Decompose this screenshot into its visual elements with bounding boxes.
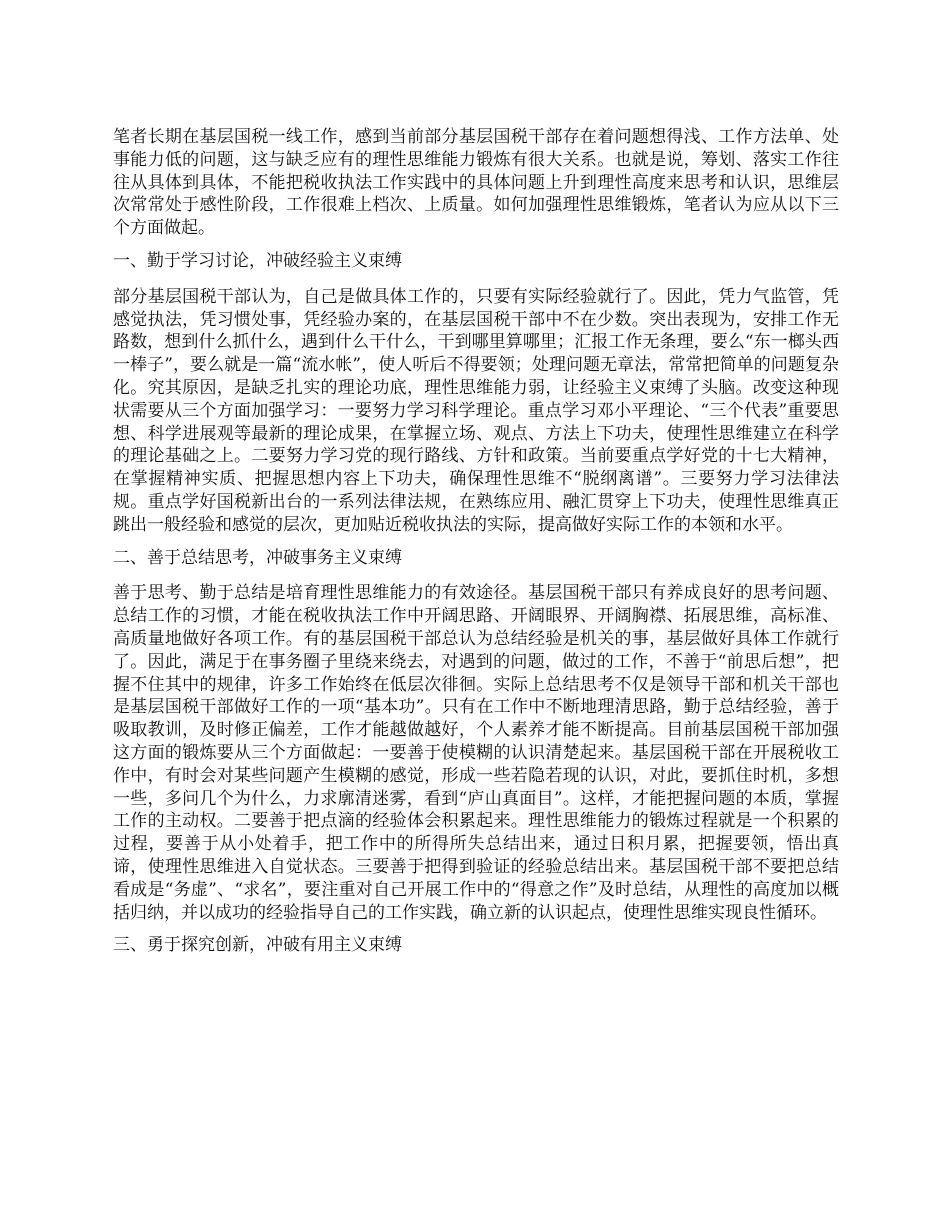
section-heading-1: 一、勤于学习讨论，冲破经验主义束缚	[113, 250, 402, 271]
section-body-1: 部分基层国税干部认为，自己是做具体工作的，只要有实际经验就行了。因此，凭力气监管，凭感觉执法，凭习惯处事，凭经验办案的，在基层国税干部中不在少数。突出表现为，安排工作无路数，想到什么抓什么，遇到什么干什么，干到哪里算哪里；汇报工作无条理，要么“东一榔头西一棒子”，要么就是一篇“流水帐”，使人听后不得要领；处理问题无章法，常常把简单的问题复杂化。究其原因，是缺乏扎实的理论功底，理性思维能力弱，让经验主义束缚了头脑。改变这种现状需要从三个方面加强学习：一要努力学习科学理论。重点学习邓小平理论、“三个代表”重要思想、科学进展观等最新的理论成果，在掌握立场、观点、方法上下功夫，使理性思维建立在科学的理论基础之上。二要努力学习党的现行路线、方针和政策。当前要重点学好党的十七大精神，在掌握精神实质、把握思想内容上下功夫，确保理性思维不“脱纲离谱”。三要努力学习法律法规。重点学好国税新出台的一系列法律法规，在熟练应用、融汇贯穿上下功夫，使理性思维真正跳出一般经验和感觉的层次，更加贴近税收执法的实际，提高做好实际工作的本领和水平。	[113, 286, 839, 535]
section-heading-2: 二、善于总结思考，冲破事务主义束缚	[113, 547, 402, 568]
section-body-2: 善于思考、勤于总结是培育理性思维能力的有效途径。基层国税干部只有养成良好的思考问题、总结工作的习惯，才能在税收执法工作中开阔思路、开阔眼界、开阔胸襟、拓展思维，高标准、高质量地做好各项工作。有的基层国税干部总认为总结经验是机关的事，基层做好具体工作就行了。因此，满足于在事务圈子里绕来绕去，对遇到的问题，做过的工作，不善于“前思后想”，把握不住其中的规律，许多工作始终在低层次徘徊。实际上总结思考不仅是领导干部和机关干部也是基层国税干部做好工作的一项“基本功”。只有在工作中不断地理清思路，勤于总结经验，善于吸取教训，及时修正偏差，工作才能越做越好，个人素养才能不断提高。目前基层国税干部加强这方面的锻炼要从三个方面做起：一要善于使模糊的认识清楚起来。基层国税干部在开展税收工作中，有时会对某些问题产生模糊的感觉，形成一些若隐若现的认识，对此，要抓住时机，多想一些，多问几个为什么，力求廓清迷雾，看到“庐山真面目”。这样，才能把握问题的本质，掌握工作的主动权。二要善于把点滴的经验体会积累起来。理性思维能力的锻炼过程就是一个积累的过程，要善于从小处着手，把工作中的所得所失总结出来，通过日积月累，把握要领，悟出真谛，使理性思维进入自觉状态。三要善于把得到验证的经验总结出来。基层国税干部不要把总结看成是“务虚”、“求名”，要注重对自己开展工作中的“得意之作”及时总结，从理性的高度加以概括归纳，并以成功的经验指导自己的工作实践，确立新的认识起点，使理性思维实现良性循环。	[113, 583, 839, 923]
intro-paragraph: 笔者长期在基层国税一线工作，感到当前部分基层国税干部存在着问题想得浅、工作方法单、处事能力低的问题，这与缺乏应有的理性思维能力锻炼有很大关系。也就是说，筹划、落实工作往往从具体到具体，不能把税收执法工作实践中的具体问题上升到理性高度来思考和认识，思维层次常常处于感性阶段，工作很难上档次、上质量。如何加强理性思维锻炼，笔者认为应从以下三个方面做起。	[113, 127, 839, 239]
section-heading-3: 三、勇于探究创新，冲破有用主义束缚	[113, 935, 402, 956]
document-page	[113, 126, 839, 957]
